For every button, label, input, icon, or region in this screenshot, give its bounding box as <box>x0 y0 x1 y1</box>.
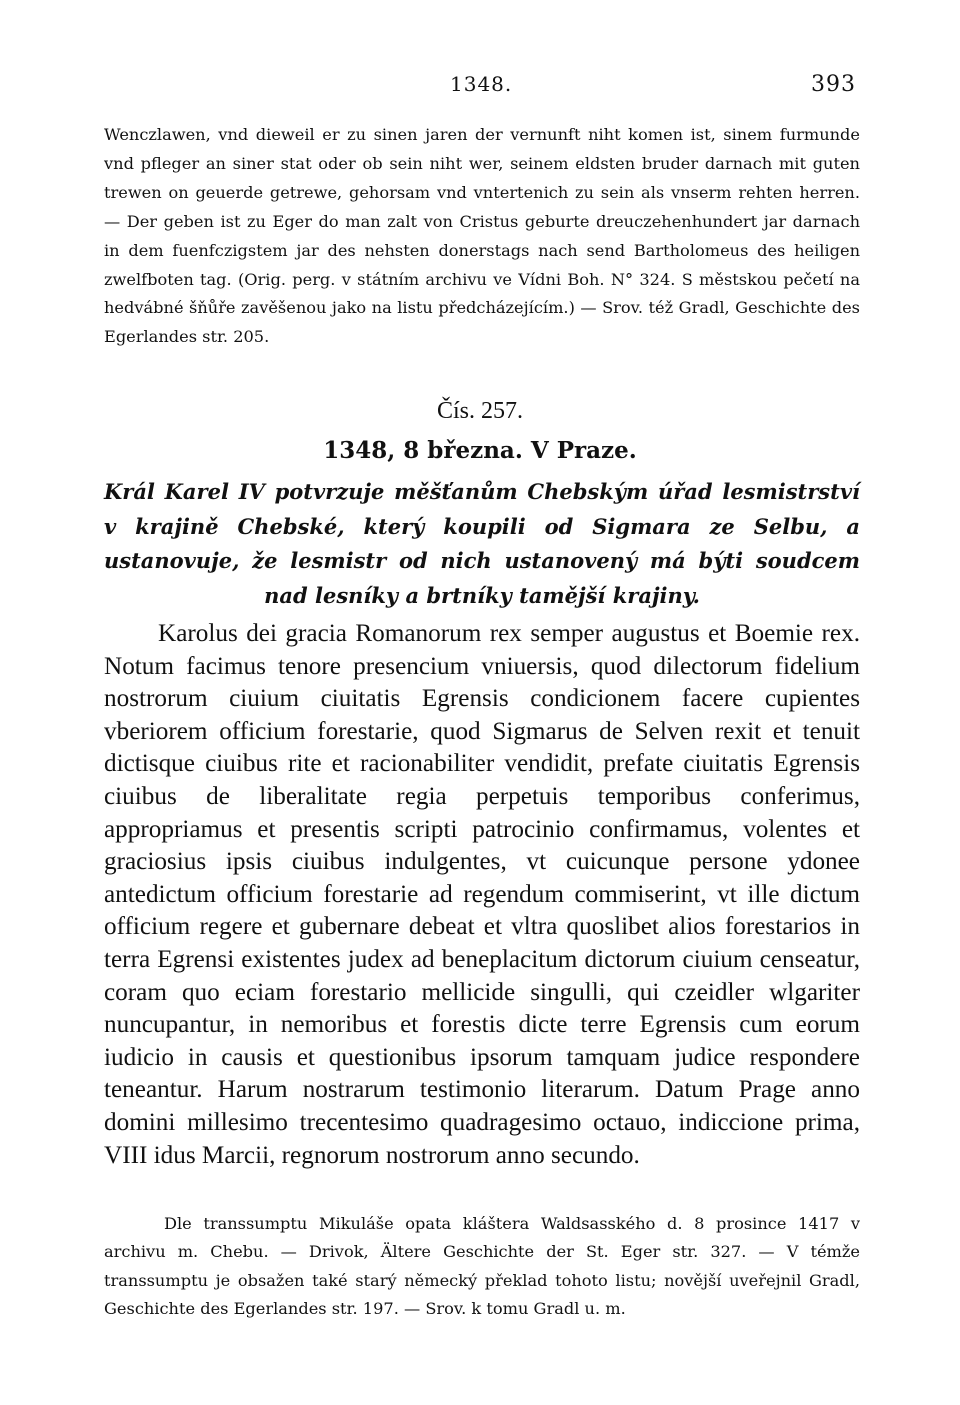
previous-document-tail: Wenczlawen, vnd dieweil er zu sinen jaren der vernunft niht komen ist, sinem furmunde vnd pfleger an siner stat oder ob sein niht wer, seinem eldsten bruder darnach mit guten trewen on geuerde getrewe, gehorsam vnd vntertenich zu sein als vnserm rehten herren. — Der geben ist zu Eger do man zalt von Cristus geburte dreuczehenhundert jar darnach in dem fuenfczigstem jar des nehsten donerstags nach send Bartholomeus des heiligen zwelfboten tag. (Orig. perg. v státním archivu ve Vídni Boh. N° 324. S městskou pečetí na hedvábné šňůře zavěšenou jako na listu předcházejícím.) — Srov. též Gradl, Geschichte des Egerlandes str. 205. <box>104 125 860 347</box>
document-regest: Král Karel IV potvrzuje měšťanům Chebským úřad lesmistrství v krajině Chebské, který koupili od Sigmara ze Selbu, a ustanovuje, že lesmistr od nich ustanovený má býti soudcem nad lesníky a brtníky tamější krajiny. <box>104 479 860 608</box>
document-text: Karolus dei gracia Romanorum rex semper augustus et Boemie rex. Notum facimus tenore presencium vniuersis, quod dilectorum fidelium nostrorum ciuium ciuitatis Egrensis condicionem facere cupientes vberiorem officium forestarie, quod Sigmarus de Selven rexit et tenuit dictisque ciuibus rite et racionabiliter vendidit, prefate ciuitatis Egrensis ciuibus de liberalitate regia perpetuis temporibus conferimus, appropriamus et presentis scripti patrocinio confirmamus, volentes et graciosius ipsis ciuibus indulgentes, vt cuicunque persone ydonee antedictum officium forestarie ad regendum commiserint, vt ille dictum officium regere et gubernare debeat et vltra quoslibet alios forestarios in terra Egrensi existentes judex ad beneplacitum dictorum ciuium censeatur, coram quo eciam forestario mellicide singulli, qui czeidler wlgariter nuncupantur, in nemoribus et forestis dicte terre Egrensis cum eorum iudicio in causis et questionibus ipsorum tamquam judice respondere teneantur. Harum nostrarum testimonio literarum. Datum Prage anno domini millesimo trecentesimo quadragesimo octauo, indiccione prima, VIII idus Marcii, regnorum nostrorum anno secundo. <box>104 620 860 1169</box>
document-number: Čís. 257. <box>436 398 523 424</box>
page-number: 393 <box>811 72 856 97</box>
running-head-year: 1348. <box>450 72 513 96</box>
document-text-paragraph <box>104 618 860 1172</box>
source-note: Dle transsumptu Mikuláše opata kláštera Waldsasského d. 8 prosince 1417 v archivu m. Chebu. — Drivok, Ältere Geschichte der St. Eger str. 327. — V témže transsumptu je obsažen také starý německý překlad tohoto listu; novější uveřejnil Gradl, Geschichte des Egerlandes str. 197. — Srov. k tomu Gradl u. m. <box>104 1214 860 1318</box>
running-head <box>104 72 856 102</box>
source-note-paragraph <box>104 1210 860 1323</box>
document-date-place: 1348, 8 března. V Praze. <box>323 437 637 464</box>
